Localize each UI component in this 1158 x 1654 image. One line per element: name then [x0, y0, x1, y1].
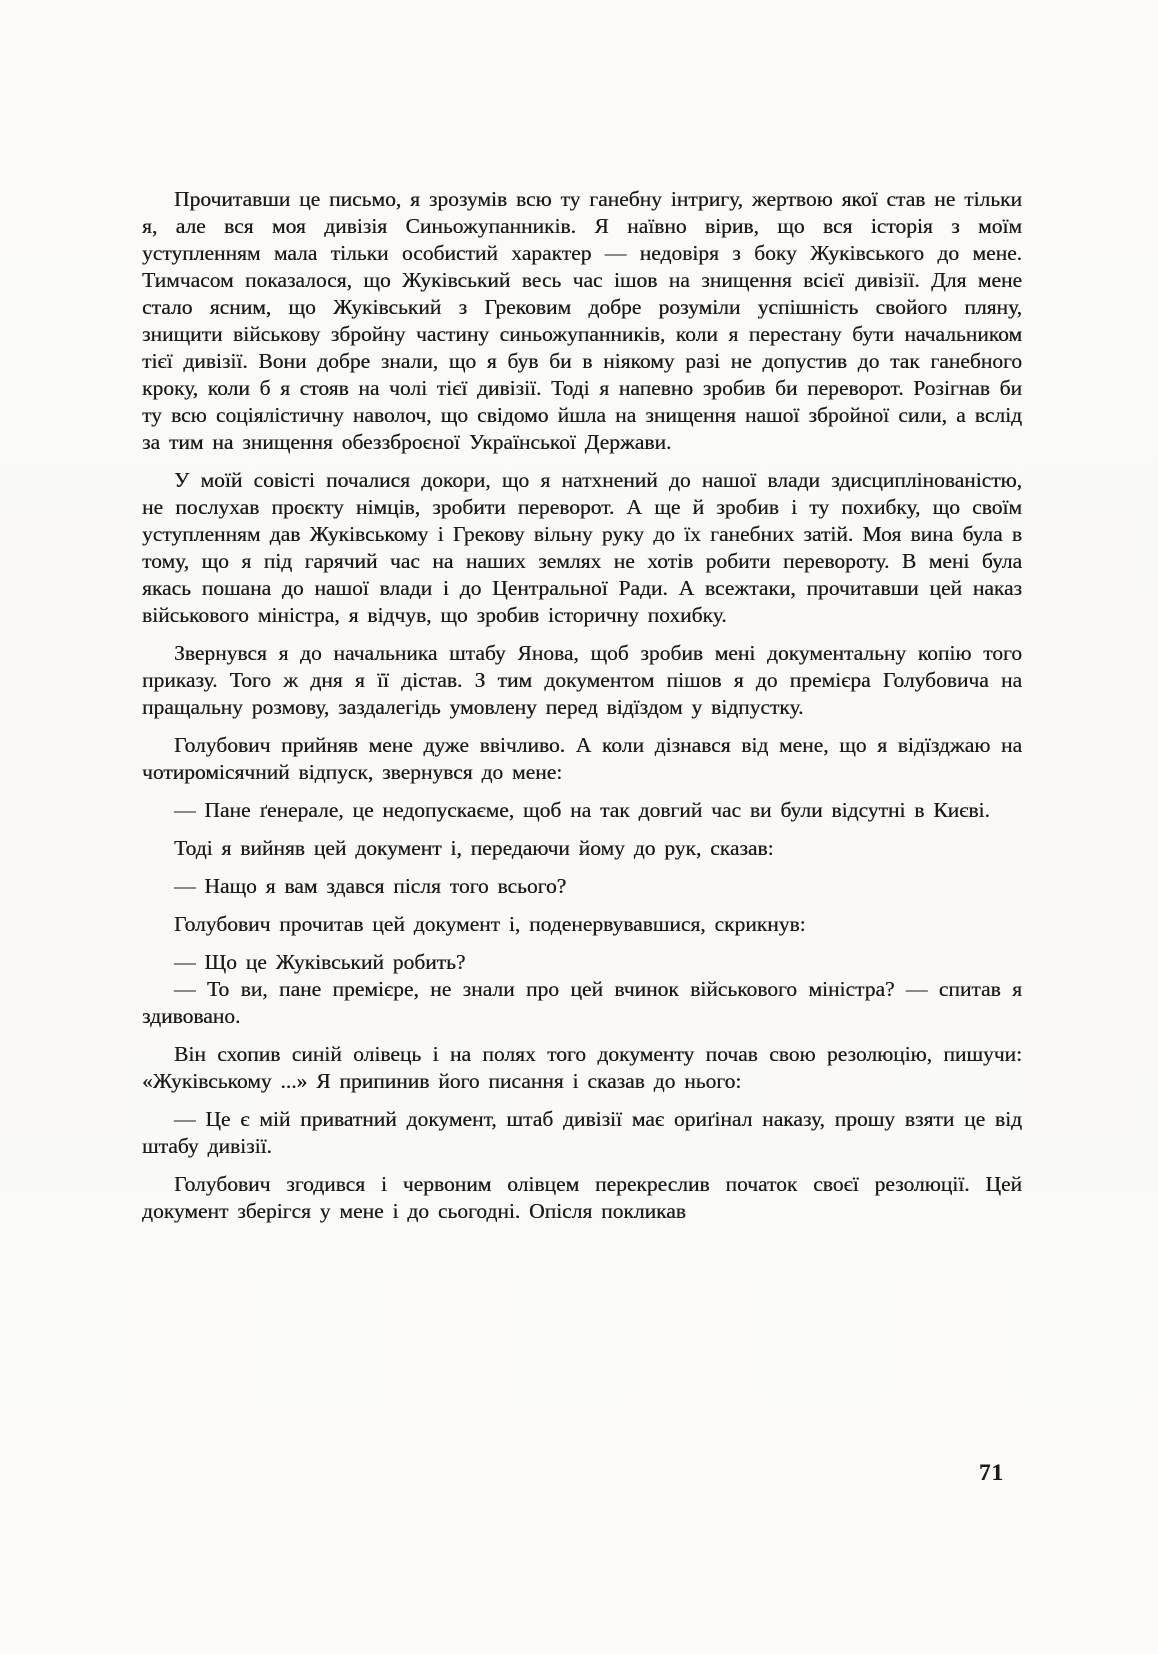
paragraph: Голубович прочитав цей документ і, поденервувавшися, скрикнув:: [174, 912, 806, 936]
dialogue-paragraph: — Це є мій приватний документ, штаб дивізії має ориґінал наказу, прошу взяти це від штабу дивізії.: [142, 1107, 1022, 1158]
paragraph: У моїй совісті почалися докори, що я натхнений до нашої влади здисциплінованістю, не послухав проєкту німців, зробити переворот. А ще й зробив і ту похибку, що своїм уступленням дав Жуківському і Грекову вільну руку до їх ганебних затій. Моя вина була в тому, що я під гарячий час на наших землях не хотів робити перевороту. В мені була якась пошана до нашої влади і до Центральної Ради. А всежтаки, прочитавши цей наказ військового міністра, я відчув, що зробив історичну похибку.: [142, 468, 1022, 627]
dialogue-paragraph: — Що це Жуківський робить?: [174, 950, 466, 974]
dialogue-paragraph: — Нащо я вам здався після того всього?: [174, 874, 567, 898]
paragraph: Звернувся я до начальника штабу Янова, щоб зробив мені документальну копію того приказу. Того ж дня я її дістав. З тим документом пішов я до премієра Голубовича на пращальну розмову, заздалегідь умовлену перед відїздом у відпустку.: [142, 641, 1022, 719]
dialogue-paragraph: — Пане ґенерале, це недопускаєме, щоб на так довгий час ви були відсутні в Києві.: [174, 798, 990, 822]
paragraph: Він схопив синій олівець і на полях того документу почав свою резолюцію, пишучи: «Жуківському ...» Я припинив його писання і сказав до нього:: [142, 1042, 1022, 1093]
paragraph: Голубович згодився і червоним олівцем перекреслив початок своєї резолюції. Цей документ зберігся у мене і до сьогодні. Опісля покликав: [142, 1172, 1022, 1223]
dialogue-paragraph: — То ви, пане премієре, не знали про цей вчинок військового міністра? — спитав я здивовано.: [142, 977, 1022, 1028]
paragraph: Прочитавши це письмо, я зрозумів всю ту ганебну інтригу, жертвою якої став не тільки я, але вся моя дивізія Синьожупанників. Я наївно вірив, що вся історія з моїм уступленням мала тільки особистий характер — недовіря з боку Жуківського до мене. Тимчасом показалося, що Жуківський весь час ішов на знищення всієї дивізії. Для мене стало ясним, що Жуківський з Грековим добре розуміли успішність свойого пляну, знищити військову збройну частину синьожупанників, коли я перестану бути начальником тієї дивізії. Вони добре знали, що я був би в ніякому разі не допустив до так ганебного кроку, коли б я стояв на чолі тієї дивізії. Тоді я напевно зробив би переворот. Розігнав би ту всю соціялістичну наволоч, що свідомо йшла на знищення нашої збройної сили, а вслід за тим на знищення обеззброєної Української Держави.: [142, 187, 1022, 454]
paragraph: Тоді я вийняв цей документ і, передаючи йому до рук, сказав:: [174, 836, 774, 860]
page-body-text: [142, 186, 1022, 1225]
paragraph: Голубович прийняв мене дуже ввічливо. А коли дізнався від мене, що я відїзджаю на чотиромісячний відпуск, звернувся до мене:: [142, 733, 1022, 784]
page-number: 71: [979, 1460, 1004, 1485]
